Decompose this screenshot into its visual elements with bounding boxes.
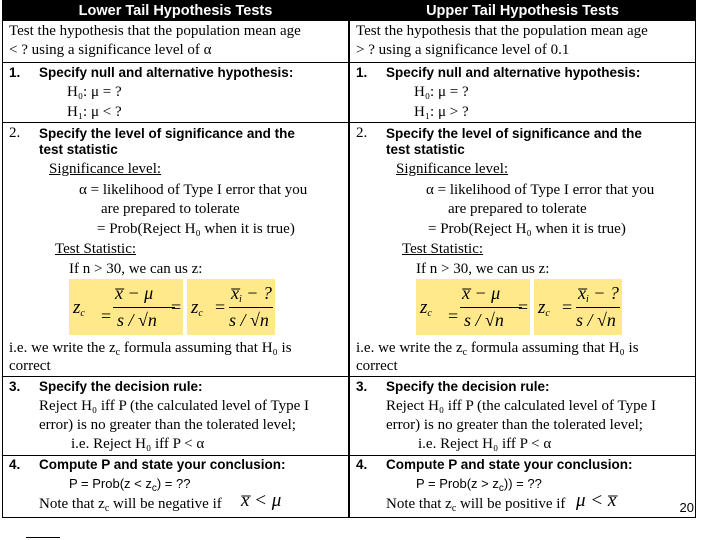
- left-zc-symbol: $z_c$: [73, 297, 85, 319]
- right-null-hypothesis: H₀: μ = ?: [414, 84, 469, 100]
- left-rule-line-3: i.e. Reject H₀ iff P < α: [71, 436, 205, 452]
- right-rule-line-2: error) is no greater than the tolerated level;: [386, 417, 643, 433]
- left-step2-title-1: Specify the level of significance and the: [39, 126, 295, 141]
- left-significance-label: Significance level:: [49, 161, 162, 177]
- right-step3-number: 3.: [356, 379, 368, 394]
- right-rule-line-3: i.e. Reject H₀ iff P < α: [418, 436, 552, 452]
- left-alpha-line-3: = Prob(Reject H₀ when it is true): [97, 221, 295, 237]
- left-step3-number: 3.: [9, 379, 21, 394]
- left-rule-line-1: Reject H₀ iff P (the calculated level of Type I: [39, 398, 310, 414]
- right-numerator-2: $x̅_i$ − ?: [578, 283, 619, 305]
- right-step1-number: 1.: [356, 65, 368, 80]
- page-number: 20: [679, 500, 694, 515]
- right-step2-title-1: Specify the level of significance and the: [386, 126, 642, 141]
- footer-rule: [26, 537, 60, 538]
- right-rule-line-1: Reject H₀ iff P (the calculated level of Type I: [386, 398, 657, 414]
- left-step1-number: 1.: [9, 65, 21, 80]
- right-fraction-bar-1: [460, 307, 522, 308]
- left-equals-2: =: [171, 297, 182, 317]
- left-divider-3: [3, 376, 348, 377]
- left-step4-title: Compute P and state your conclusion:: [39, 457, 286, 472]
- right-equals-3: =: [562, 297, 573, 317]
- left-step4-number: 4.: [9, 457, 21, 472]
- right-step4-title: Compute P and state your conclusion:: [386, 457, 633, 472]
- right-fraction-bar-2: [576, 307, 620, 308]
- left-test-statistic-label: Test Statistic:: [55, 241, 137, 257]
- right-step3-title: Specify the decision rule:: [386, 379, 550, 394]
- right-note-inequality: μ < x̅: [576, 490, 617, 511]
- right-equals-1: =: [448, 306, 459, 326]
- left-alt-hypothesis: H₁: μ < ?: [67, 104, 122, 120]
- right-p-formula: P = Prob(z > $z_c$)) = ??: [416, 476, 542, 494]
- right-divider-1: [350, 62, 695, 63]
- left-alpha-line-2: are prepared to tolerate: [101, 201, 240, 217]
- lower-tail-header: Lower Tail Hypothesis Tests: [3, 1, 348, 21]
- left-large-n-note: If n > 30, we can us z:: [69, 261, 203, 277]
- left-ie-line-2: correct: [9, 358, 51, 374]
- right-alpha-line-2: are prepared to tolerate: [448, 201, 587, 217]
- left-step2-title-2: test statistic: [39, 142, 118, 157]
- right-step4-number: 4.: [356, 457, 368, 472]
- left-numerator: x̅ − μ: [115, 283, 154, 303]
- right-divider-3: [350, 376, 695, 377]
- right-divider-2: [350, 122, 695, 123]
- right-alpha-line-1: α = likelihood of Type I error that you: [426, 182, 655, 198]
- left-intro-line-2: < ? using a significance level of α: [9, 42, 212, 58]
- left-note-inequality: x̅ < μ: [241, 490, 282, 511]
- right-alpha-line-3: = Prob(Reject H₀ when it is true): [428, 221, 626, 237]
- left-step3-title: Specify the decision rule:: [39, 379, 203, 394]
- left-equals-3: =: [215, 297, 226, 317]
- right-test-statistic-label: Test Statistic:: [402, 241, 484, 257]
- left-p-formula: P = Prob(z < $z_c$) = ??: [69, 476, 191, 494]
- upper-tail-column: [349, 0, 696, 518]
- left-rule-line-2: error) is no greater than the tolerated level;: [39, 417, 296, 433]
- left-denominator-2: s / √n: [229, 310, 269, 330]
- right-large-n-note: If n > 30, we can us z:: [416, 261, 550, 277]
- right-denominator: s / √n: [464, 310, 504, 330]
- left-divider-1: [3, 62, 348, 63]
- right-intro-line-2: > ? using a significance level of 0.1: [356, 42, 570, 58]
- right-significance-label: Significance level:: [396, 161, 509, 177]
- right-ie-line-1: i.e. we write the $z_c$ formula assuming that H₀ is: [356, 340, 639, 358]
- left-note: Note that $z_c$ will be negative if: [39, 496, 222, 514]
- left-step2-number: 2.: [9, 125, 21, 141]
- right-divider-4: [350, 455, 695, 456]
- right-note: Note that $z_c$ will be positive if: [386, 496, 566, 514]
- left-divider-2: [3, 122, 348, 123]
- left-denominator: s / √n: [117, 310, 157, 330]
- left-intro-line-1: Test the hypothesis that the population mean age: [9, 23, 301, 39]
- right-intro-line-1: Test the hypothesis that the population mean age: [356, 23, 648, 39]
- lower-tail-column: [2, 0, 349, 518]
- right-numerator: x̅ − μ: [462, 283, 501, 303]
- right-zc-symbol: $z_c$: [420, 297, 432, 319]
- right-denominator-2: s / √n: [576, 310, 616, 330]
- left-fraction-bar-1: [113, 307, 175, 308]
- right-ie-line-2: correct: [356, 358, 398, 374]
- right-step2-number: 2.: [356, 125, 368, 141]
- left-alpha-line-1: α = likelihood of Type I error that you: [79, 182, 308, 198]
- right-step1-title: Specify null and alternative hypothesis:: [386, 65, 641, 80]
- left-equals-1: =: [101, 306, 112, 326]
- upper-tail-header: Upper Tail Hypothesis Tests: [350, 1, 695, 21]
- left-null-hypothesis: H₀: μ = ?: [67, 84, 122, 100]
- right-step2-title-2: test statistic: [386, 142, 465, 157]
- left-numerator-2: $x̅_i$ − ?: [231, 283, 272, 305]
- left-step1-title: Specify null and alternative hypothesis:: [39, 65, 294, 80]
- left-divider-4: [3, 455, 348, 456]
- left-ie-line-1: i.e. we write the $z_c$ formula assuming that H₀ is: [9, 340, 292, 358]
- left-zc-symbol-2: $z_c$: [191, 297, 203, 319]
- right-alt-hypothesis: H₁: μ > ?: [414, 104, 469, 120]
- left-fraction-bar-2: [229, 307, 273, 308]
- right-zc-symbol-2: $z_c$: [538, 297, 550, 319]
- right-equals-2: =: [518, 297, 529, 317]
